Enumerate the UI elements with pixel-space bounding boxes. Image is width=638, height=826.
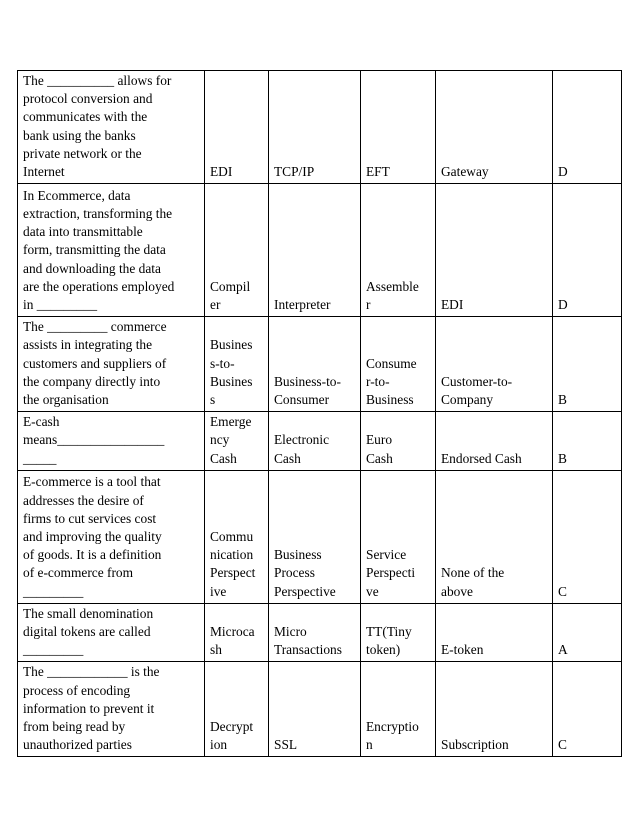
option-a-cell: Commu nication Perspect ive	[205, 470, 269, 603]
option-c-cell: TT(Tiny token)	[361, 603, 436, 662]
option-b-cell: Business Process Perspective	[269, 470, 361, 603]
option-c-cell: Euro Cash	[361, 412, 436, 471]
question-cell: The small denomination digital tokens are called _________	[18, 603, 205, 662]
question-cell: E-cash means________________ _____	[18, 412, 205, 471]
table-row	[18, 662, 622, 757]
option-a-cell: Busines s-to- Busines s	[205, 317, 269, 412]
quiz-table	[17, 70, 622, 757]
option-b-cell: Interpreter	[269, 184, 361, 317]
option-a-cell: Microca sh	[205, 603, 269, 662]
option-b-cell: Business-to- Consumer	[269, 317, 361, 412]
table-row	[18, 317, 622, 412]
table-row	[18, 603, 622, 662]
option-c-cell: Assemble r	[361, 184, 436, 317]
answer-cell: C	[553, 662, 622, 757]
answer-cell: D	[553, 71, 622, 184]
option-a-cell: Compil er	[205, 184, 269, 317]
option-d-cell: Customer-to- Company	[436, 317, 553, 412]
answer-cell: C	[553, 470, 622, 603]
question-cell: E-commerce is a tool that addresses the desire of firms to cut services cost and improving the quality of goods. It is a definition of e-commerce from _________	[18, 470, 205, 603]
option-c-cell: Service Perspecti ve	[361, 470, 436, 603]
table-row	[18, 71, 622, 184]
option-d-cell: None of the above	[436, 470, 553, 603]
option-a-cell: EDI	[205, 71, 269, 184]
table-row	[18, 470, 622, 603]
option-c-cell: EFT	[361, 71, 436, 184]
option-c-cell: Encryptio n	[361, 662, 436, 757]
question-cell: In Ecommerce, data extraction, transforming the data into transmittable form, transmitting the data and downloading the data are the operations employed in _________	[18, 184, 205, 317]
option-d-cell: Endorsed Cash	[436, 412, 553, 471]
answer-cell: B	[553, 412, 622, 471]
option-b-cell: SSL	[269, 662, 361, 757]
table-row	[18, 184, 622, 317]
option-b-cell: TCP/IP	[269, 71, 361, 184]
option-d-cell: Subscription	[436, 662, 553, 757]
option-a-cell: Emerge ncy Cash	[205, 412, 269, 471]
option-d-cell: E-token	[436, 603, 553, 662]
answer-cell: A	[553, 603, 622, 662]
option-a-cell: Decrypt ion	[205, 662, 269, 757]
question-cell: The ____________ is the process of encoding information to prevent it from being read by unauthorized parties	[18, 662, 205, 757]
answer-cell: B	[553, 317, 622, 412]
option-b-cell: Electronic Cash	[269, 412, 361, 471]
answer-cell: D	[553, 184, 622, 317]
option-b-cell: Micro Transactions	[269, 603, 361, 662]
option-c-cell: Consume r-to- Business	[361, 317, 436, 412]
option-d-cell: EDI	[436, 184, 553, 317]
question-cell: The _________ commerce assists in integrating the customers and suppliers of the company directly into the organisation	[18, 317, 205, 412]
option-d-cell: Gateway	[436, 71, 553, 184]
table-row	[18, 412, 622, 471]
question-cell: The __________ allows for protocol conversion and communicates with the bank using the banks private network or the Internet	[18, 71, 205, 184]
